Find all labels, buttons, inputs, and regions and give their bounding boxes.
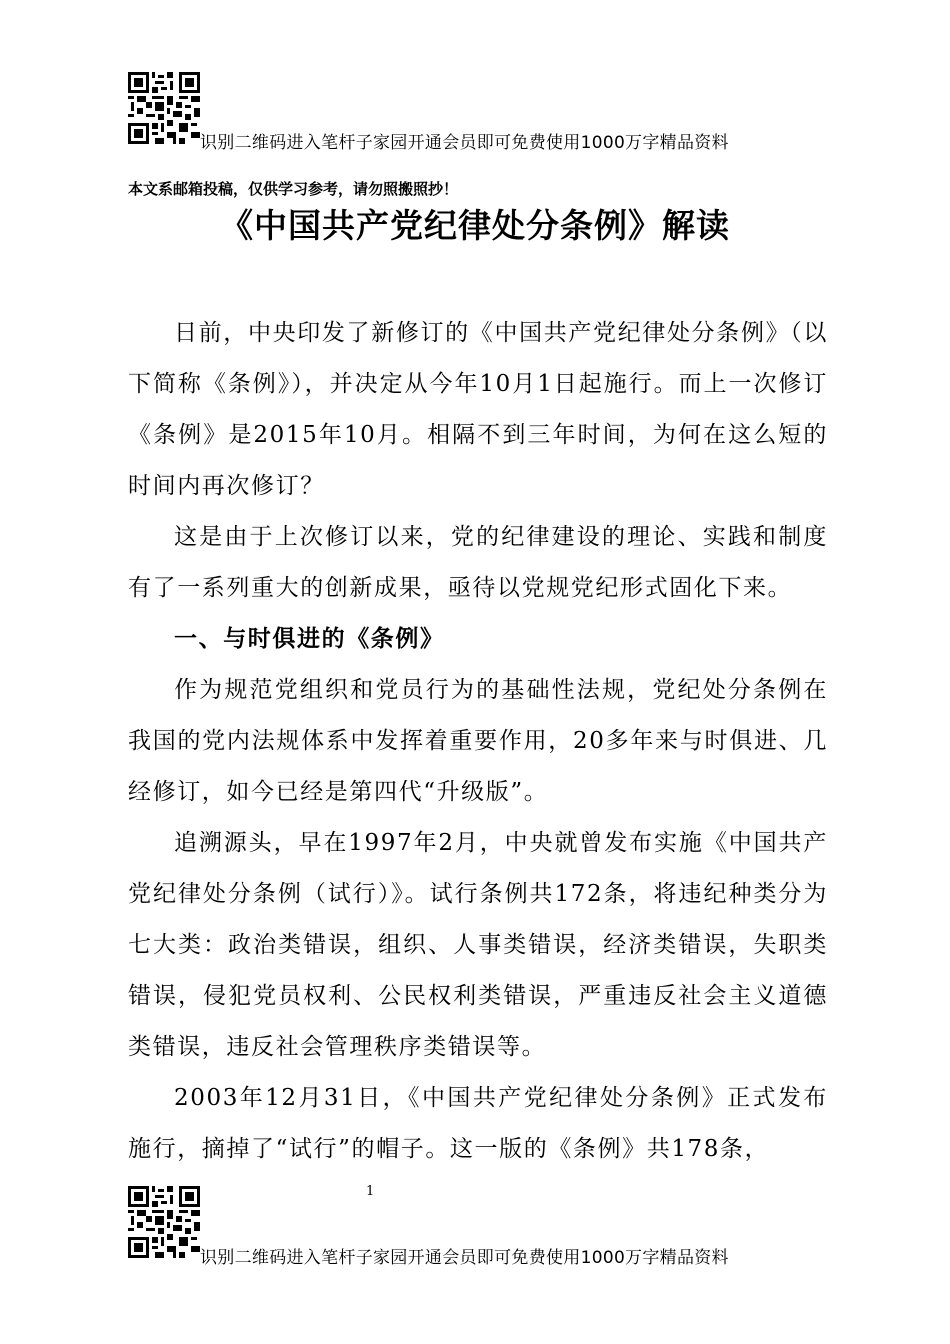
page-title: 《中国共产党纪律处分条例》解读 [220, 206, 730, 245]
paragraph: 这是由于上次修订以来，党的纪律建设的理论、实践和制度有了一系列重大的创新成果，亟待以党规党纪形式固化下来。 [128, 524, 828, 601]
qr-code-icon [128, 72, 200, 144]
document-body [128, 308, 828, 1175]
qr-code-icon [128, 1186, 200, 1258]
paragraph: 追溯源头，早在1997年2月，中央就曾发布实施《中国共产党纪律处分条例（试行）》。试行条例共172条，将违纪种类分为七大类：政治类错误，组织、人事类错误，经济类错误，失职类错误，侵犯党员权利、公民权利类错误，严重违反社会主义道德类错误，违反社会管理秩序类错误等。 [128, 830, 828, 1060]
paragraph: 作为规范党组织和党员行为的基础性法规，党纪处分条例在我国的党内法规体系中发挥着重要作用，20多年来与时俱进、几经修订，如今已经是第四代“升级版”。 [128, 677, 828, 805]
disclaimer-notice: 本文系邮箱投稿，仅供学习参考，请勿照搬照抄！ [128, 180, 459, 198]
section-heading: 一、与时俱进的《条例》 [174, 626, 445, 652]
page-number: 1 [366, 1184, 375, 1199]
header-promo-text: 识别二维码进入笔杆子家园开通会员即可免费使用1000万字精品资料 [200, 133, 729, 153]
paragraph: 日前，中央印发了新修订的《中国共产党纪律处分条例》（以下简称《条例》），并决定从今年10月1日起施行。而上一次修订《条例》是2015年10月。相隔不到三年时间，为何在这么短的时间内再次修订？ [128, 320, 828, 499]
paragraph: 2003年12月31日，《中国共产党纪律处分条例》正式发布施行，摘掉了“试行”的帽子。这一版的《条例》共178条， [128, 1085, 828, 1162]
footer-promo-text: 识别二维码进入笔杆子家园开通会员即可免费使用1000万字精品资料 [200, 1248, 729, 1268]
